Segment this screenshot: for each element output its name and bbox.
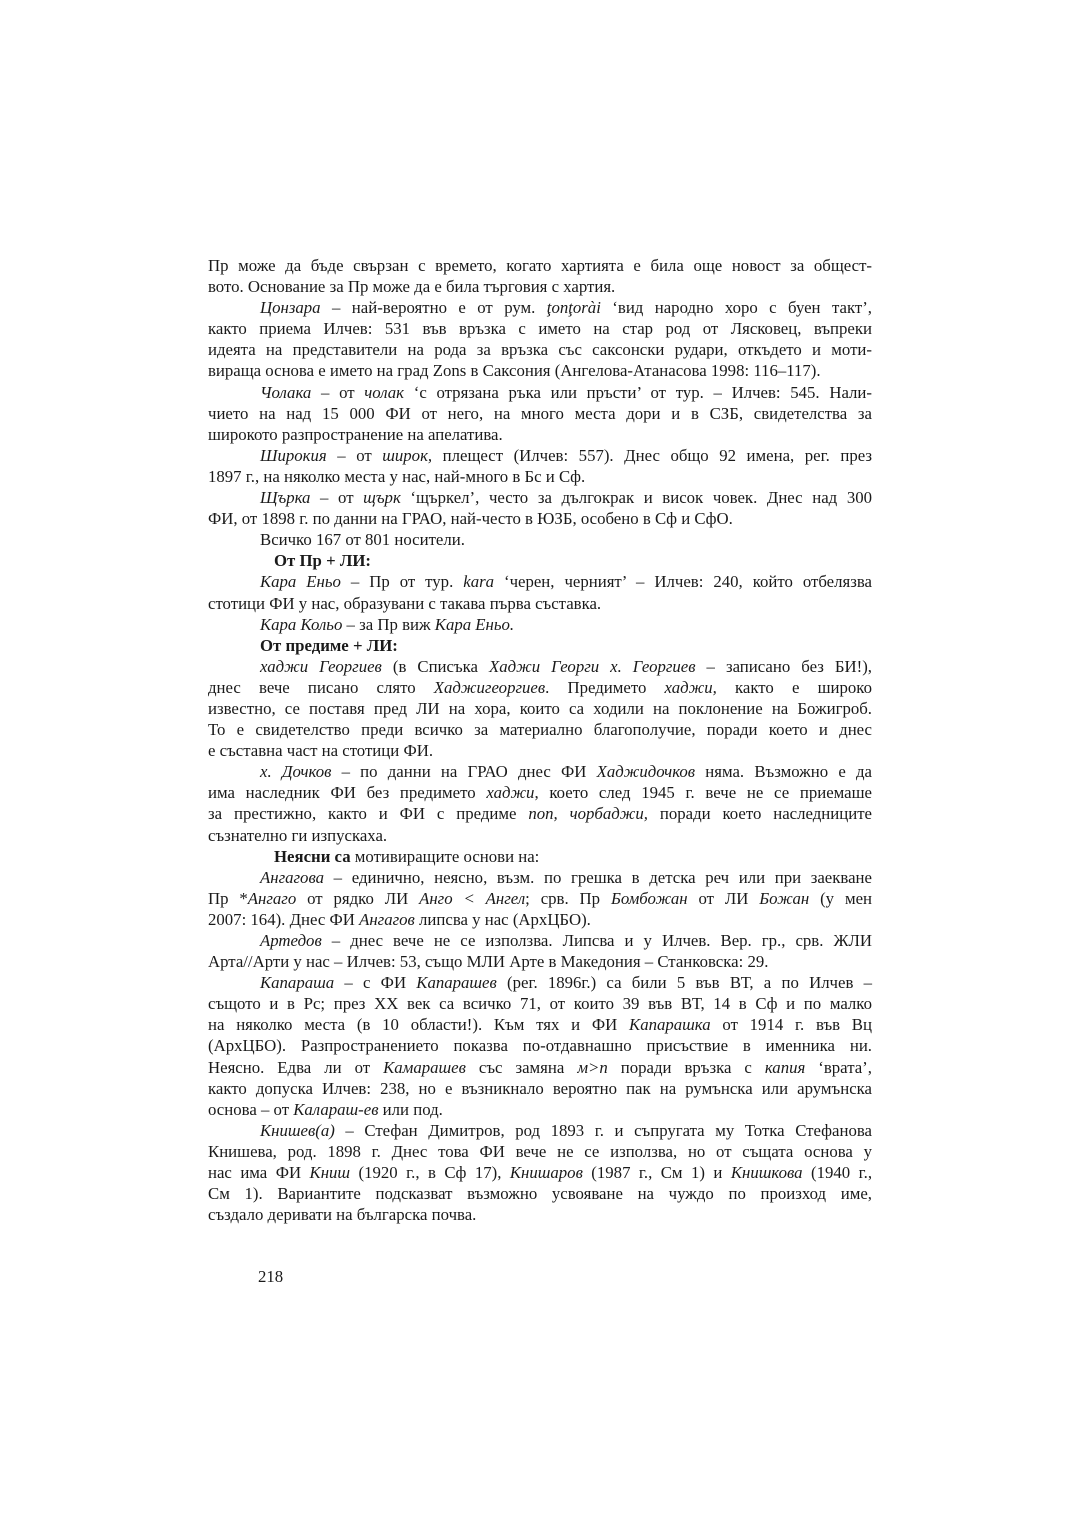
text-segment: както допуска Илчев: 238, но е възникнало вероятно пак на румънска или арумънска — [208, 1078, 872, 1098]
text-line — [208, 761, 872, 782]
text-segment: Пр може да бъде свързан с времето, когато хартията е била още новост за общест- — [208, 256, 872, 275]
text-segment: стотици ФИ у нас, образувани с такава първа съставка. — [208, 593, 602, 613]
text-segment: – Стефан Димитров, род 1893 г. и съпругата му Тотка Стефанова — [334, 1120, 872, 1140]
text-line — [208, 656, 872, 677]
text-line — [208, 445, 872, 466]
text-line — [208, 1141, 872, 1162]
text-segment: хаджи — [486, 783, 535, 803]
text-segment: вираща основа е името на град Zons в Саксония (Ангелова-Атанасова 1998: 116–117). — [208, 361, 821, 381]
body-text — [208, 255, 872, 1225]
text-segment: – Пр от тур. — [340, 572, 464, 592]
text-segment: както е широко — [716, 677, 872, 697]
text-segment: на няколко места (в 10 области!). Към тях и ФИ — [208, 1015, 630, 1035]
text-line — [208, 1099, 872, 1120]
text-segment: – от — [326, 445, 383, 465]
text-segment: от 1914 г. във Вц — [710, 1015, 872, 1035]
text-segment: – от — [310, 488, 364, 508]
text-line — [208, 571, 872, 592]
page-number: 218 — [258, 1267, 284, 1286]
text-segment: основа – от — [208, 1099, 294, 1119]
text-line — [208, 487, 872, 508]
text-segment: Кара Еньо. — [434, 614, 515, 634]
text-segment: широк, — [382, 445, 433, 465]
text-line — [208, 888, 872, 909]
text-line — [208, 508, 872, 529]
text-segment: ; срв. Пр — [525, 888, 611, 908]
text-segment: См 1). Вариантите подсказват възможно усвояване на чуждо по произход име, — [208, 1184, 872, 1204]
text-line — [208, 719, 872, 740]
text-segment: ‘врата’, — [805, 1057, 872, 1077]
text-segment: Артедов — [260, 931, 322, 950]
text-segment: Ангагов — [359, 909, 415, 929]
text-segment: или под. — [378, 1099, 443, 1119]
text-segment: ‘черен, черният’ – Илчев: 240, който отбелязва — [494, 572, 872, 592]
text-segment: поради което наследниците — [647, 804, 872, 824]
text-segment: – най-вероятно е от рум. — [320, 298, 547, 318]
text-segment: – от — [311, 382, 365, 402]
text-segment: Хаджигеоргиев — [433, 677, 546, 697]
text-line — [208, 1014, 872, 1035]
text-line — [208, 635, 872, 656]
text-segment: чолак — [364, 382, 405, 402]
text-segment: създало деривати на българска почва. — [208, 1205, 477, 1225]
text-segment: Божан — [759, 888, 810, 908]
text-segment: хаджи Георгиев — [260, 656, 382, 676]
text-segment: капия — [764, 1057, 806, 1077]
text-segment: Неясни са — [274, 846, 351, 866]
text-segment: – с ФИ — [334, 973, 417, 993]
text-segment: Капараша — [260, 973, 335, 993]
text-segment: 1897 г., на няколко места у нас, най-много в Бс и Сф. — [208, 466, 586, 486]
text-segment: вото. Основание за Пр може да е била търговия с хартия. — [208, 277, 616, 297]
text-segment: ‘щъркел’, често за дългокрак и висок човек. Днес над 300 — [400, 488, 872, 508]
text-segment: за престижно, както и ФИ с предиме — [208, 804, 529, 824]
text-segment: От Пр + ЛИ: — [274, 551, 371, 571]
text-line — [208, 1035, 872, 1056]
text-line — [208, 846, 872, 867]
text-segment: ţonţorài — [546, 298, 601, 318]
text-line — [208, 255, 872, 276]
text-segment: х. Дочков — [260, 762, 332, 782]
text-segment: от ЛИ — [687, 888, 760, 908]
text-segment: – по данни на ГРАО днес ФИ — [331, 762, 597, 782]
text-segment: хаджи, — [664, 677, 717, 697]
text-segment: днес вече писано слято — [208, 677, 434, 697]
text-line — [208, 782, 872, 803]
text-segment: Хаджидочков — [596, 762, 696, 782]
text-segment: (АрхЦБО). Разпространението показва по-отдавнашно присъствие в именника ни. — [208, 1036, 872, 1056]
text-segment: Книш — [309, 1163, 351, 1183]
text-line — [208, 1162, 872, 1183]
text-segment: щърк — [363, 488, 401, 508]
text-line — [208, 276, 872, 297]
text-segment: Ангагова — [260, 867, 325, 887]
text-line — [208, 1078, 872, 1099]
text-segment: известно, се поставя пред ЛИ на хора, които са ходили на поклонение на Божигроб. — [208, 698, 872, 718]
text-segment: Бомбожан — [610, 888, 688, 908]
text-segment: Арта//Арти у нас – Илчев: 53, също МЛИ Арте в Македония – Станковска: 29. — [208, 952, 769, 972]
text-segment: Кара Кольо — [260, 614, 343, 634]
text-segment: поп, чорбаджи, — [528, 804, 648, 824]
text-segment: Калараш-ев — [293, 1099, 379, 1119]
text-segment: широкото разпространение на апелатива. — [208, 424, 503, 444]
text-segment: има наследник ФИ без предимето — [208, 783, 487, 803]
text-line — [208, 1120, 872, 1141]
text-line — [208, 550, 872, 571]
text-segment: Книшева, род. 1898 г. Днес това ФИ вече не се използва, но от същата основа у — [208, 1141, 872, 1161]
text-segment: Капарашев — [416, 973, 497, 993]
text-segment: м>п — [577, 1057, 608, 1077]
text-line — [208, 593, 872, 614]
text-segment: – записано без БИ!), — [695, 656, 872, 676]
text-segment: Книшев(а) — [260, 1120, 335, 1140]
text-line — [208, 803, 872, 824]
text-segment: същото и в Рс; през ХХ век са всичко 71, от които 39 във ВТ, 14 в Сф и по малко — [208, 994, 872, 1014]
text-line — [208, 825, 872, 846]
text-segment: Книшаров — [509, 1163, 583, 1183]
text-line — [208, 1183, 872, 1204]
text-line — [208, 424, 872, 445]
text-segment: То е свидетелство преди всичко за материално благополучие, поради което и днес — [208, 720, 872, 740]
text-segment: Анго < Ангел — [419, 888, 526, 908]
text-segment: поради връзка с — [607, 1057, 765, 1077]
text-line — [208, 930, 872, 951]
text-segment: Кара Еньо — [260, 572, 341, 592]
text-segment: , което след 1945 г. вече не се приемаше — [534, 783, 872, 803]
text-segment: (1920 г., в Сф 17), — [350, 1163, 510, 1183]
text-segment: ‘с отрязана ръка или пръсти’ от тур. – Илчев: 545. Нали- — [404, 382, 872, 402]
text-segment: Капарашка — [629, 1015, 711, 1035]
text-segment: (1987 г., См 1) и — [582, 1163, 731, 1183]
text-segment: ‘вид народно хоро с буен такт’, — [600, 298, 872, 318]
text-segment: Широкия — [260, 445, 327, 465]
text-segment: Неясно. Едва ли от — [208, 1057, 384, 1077]
text-segment: съзнателно ги изпускаха. — [208, 825, 388, 845]
text-line — [208, 993, 872, 1014]
text-line — [208, 614, 872, 635]
text-segment: (1940 г., — [802, 1163, 873, 1183]
text-segment: няма. Възможно е да — [695, 762, 872, 782]
text-segment: Всичко 167 от 801 носители. — [260, 530, 465, 550]
text-line — [208, 698, 872, 719]
text-segment: Пр * — [208, 888, 248, 908]
text-segment: Чолака — [260, 382, 312, 402]
text-line — [208, 360, 872, 381]
text-segment: мотивиращите основи на: — [350, 846, 540, 866]
text-segment: kara — [463, 572, 495, 592]
text-segment: Щърка — [260, 488, 311, 508]
text-segment: е съставна част на стотици ФИ. — [208, 741, 434, 761]
text-segment: идеята на представители на рода за връзка със саксонски рудари, откъдето и моти- — [208, 340, 872, 360]
text-line — [208, 677, 872, 698]
text-segment: чието на над 15 000 ФИ от него, на много места дори и в СЗБ, свидетелства за — [208, 403, 872, 423]
text-line — [208, 909, 872, 930]
text-segment: със замяна — [465, 1057, 578, 1077]
text-segment: (в Списъка — [381, 656, 490, 676]
text-segment: Камарашев — [383, 1057, 466, 1077]
text-segment: плещест (Илчев: 557). Днес общо 92 имена, рег. през — [432, 445, 872, 465]
text-line — [208, 297, 872, 318]
text-line — [208, 339, 872, 360]
text-line — [208, 1204, 872, 1225]
text-line — [208, 972, 872, 993]
text-segment: нас има ФИ — [208, 1163, 310, 1183]
text-line — [208, 318, 872, 339]
text-segment: Хаджи Георги х. Георгиев — [489, 656, 696, 676]
text-line — [208, 740, 872, 761]
text-segment: Книшкова — [730, 1163, 803, 1183]
text-line — [208, 867, 872, 888]
text-segment: липсва у нас (АрхЦБО). — [414, 909, 591, 929]
text-segment: . Предимето — [545, 677, 665, 697]
text-line — [208, 951, 872, 972]
text-segment: ФИ, от 1898 г. по данни на ГРАО, най-често в ЮЗБ, особено в Сф и СфО. — [208, 509, 733, 529]
text-segment: както приема Илчев: 531 във връзка с името на стар род от Лясковец, въпреки — [208, 319, 872, 339]
text-segment: Ангаго — [247, 888, 297, 908]
text-line — [208, 466, 872, 487]
text-segment: от рядко ЛИ — [296, 888, 420, 908]
text-segment: От предиме + ЛИ: — [260, 635, 398, 655]
text-segment: 2007: 164). Днес ФИ — [208, 909, 360, 929]
text-line — [208, 1057, 872, 1078]
text-segment: (у мен — [809, 888, 873, 908]
text-segment: (рег. 1896г.) са били 5 във ВТ, а по Илчев – — [496, 973, 872, 993]
text-segment: – за Пр виж — [342, 614, 435, 634]
text-line — [208, 403, 872, 424]
text-segment: – единично, неясно, възм. по грешка в детска реч или при заекване — [324, 867, 872, 887]
text-line — [208, 529, 872, 550]
text-segment: – днес вече не се използва. Липсва и у Илчев. Вер. гр., срв. ЖЛИ — [321, 931, 872, 950]
text-line — [208, 382, 872, 403]
text-segment: Цонзара — [260, 298, 321, 318]
